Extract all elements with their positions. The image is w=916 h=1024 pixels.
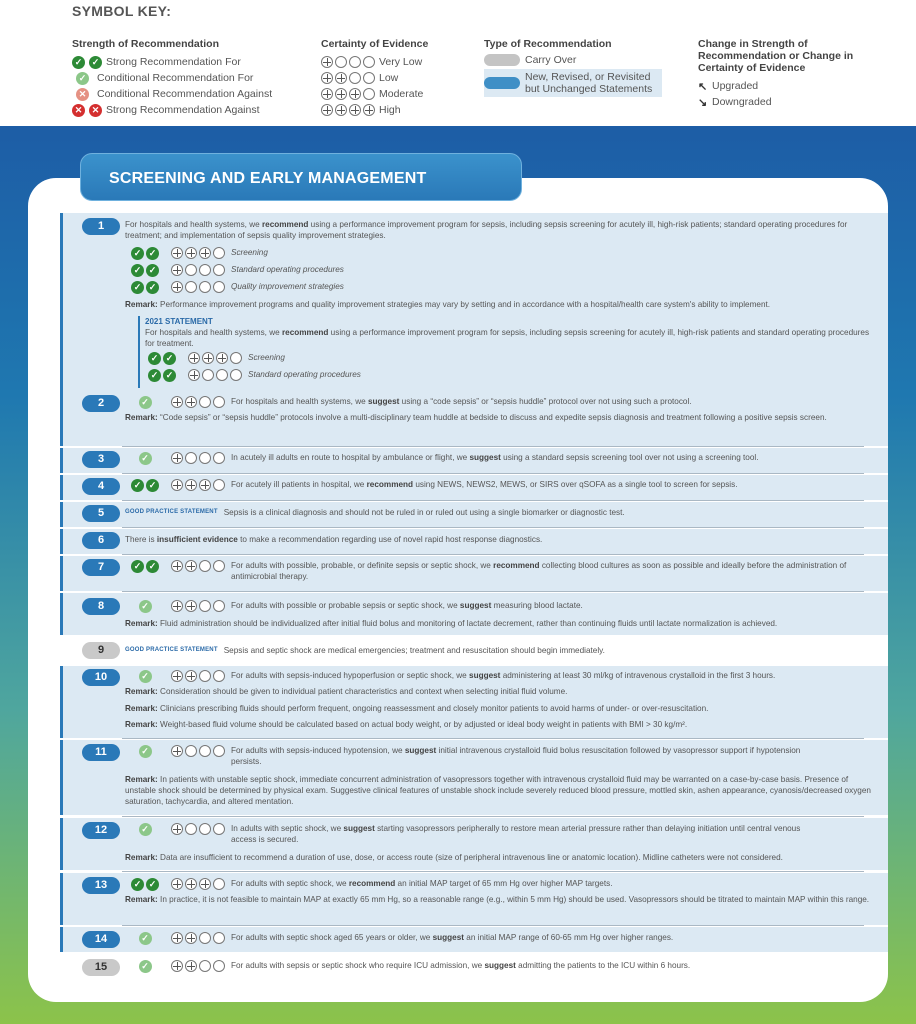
sop-label: Standard operating procedures (248, 370, 361, 379)
certainty-circle-icon (349, 56, 361, 68)
recommendation-13 (60, 873, 888, 925)
divider (122, 527, 864, 528)
certainty-circle-icon (188, 369, 200, 381)
certainty-circle-icon (185, 745, 197, 757)
certainty-icons (188, 369, 242, 381)
recommendation-2 (60, 392, 888, 446)
certainty-circle-icon (185, 452, 197, 464)
certainty-heading: Certainty of Evidence (321, 38, 429, 50)
certainty-circle-icon (171, 878, 183, 890)
certainty-icons (171, 932, 225, 944)
certainty-icons (171, 247, 225, 259)
certainty-circle-icon (335, 72, 347, 84)
certainty-circle-icon (199, 600, 211, 612)
low-label: Low (379, 72, 399, 84)
certainty-circle-icon (202, 352, 214, 364)
recommendations-card (28, 178, 888, 1002)
check-icon: ✓ (146, 560, 159, 573)
check-icon: ✓ (146, 264, 159, 277)
certainty-circle-icon (321, 104, 333, 116)
screening-label: Screening (248, 353, 285, 362)
remark: Remark: Performance improvement programs and quality improvement strategies may vary by setting and in accordance with a hospital/health care system's ability to implement. (125, 300, 771, 309)
certainty-circle-icon (185, 932, 197, 944)
recommendation-text: Sepsis and septic shock are medical emergencies; treatment and resuscitation should begin immediately. (223, 646, 605, 655)
recommendation-number: 2 (82, 395, 120, 412)
x-icon: ✕ (89, 104, 102, 117)
certainty-circle-icon (199, 960, 211, 972)
certainty-circle-icon (199, 396, 211, 408)
certainty-icons (171, 745, 225, 757)
remark: Remark: Fluid administration should be individualized after initial fluid bolus and monitoring of lactate decrement, rather than continuing fluids until lactate normalization is achieved. (125, 619, 778, 628)
recommendation-15 (60, 956, 888, 981)
certainty-circle-icon (363, 104, 375, 116)
certainty-icons (171, 560, 225, 572)
certainty-circle-icon (188, 352, 200, 364)
certainty-circle-icon (185, 396, 197, 408)
check-icon: ✓ (76, 72, 89, 85)
certainty-icons (171, 960, 225, 972)
certainty-key (321, 38, 461, 118)
check-icon: ✓ (131, 878, 144, 891)
certainty-circle-icon (171, 560, 183, 572)
certainty-circle-icon (335, 104, 347, 116)
check-icon: ✓ (131, 281, 144, 294)
recommendation-number: 9 (82, 642, 120, 659)
certainty-circle-icon (171, 670, 183, 682)
recommendation-text: There is insufficient evidence to make a recommendation regarding use of novel rapid host response diagnostics. (125, 535, 543, 544)
recommendation-4 (60, 475, 888, 500)
strong-for-label: Strong Recommendation For (106, 56, 241, 68)
certainty-circle-icon (213, 960, 225, 972)
certainty-circle-icon (171, 479, 183, 491)
conditional-for-label: Conditional Recommendation For (97, 72, 254, 84)
divider (122, 591, 864, 592)
recommendation-12 (60, 818, 888, 870)
carry-over-pill (484, 54, 520, 66)
certainty-circle-icon (321, 56, 333, 68)
very-low-label: Very Low (379, 56, 423, 68)
strength-key (72, 38, 312, 118)
check-icon: ✓ (139, 960, 152, 973)
conditional-against-label: Conditional Recommendation Against (97, 88, 273, 100)
divider (122, 871, 864, 872)
check-icon: ✓ (139, 452, 152, 465)
certainty-circle-icon (213, 560, 225, 572)
certainty-circle-icon (199, 745, 211, 757)
certainty-circle-icon (363, 72, 375, 84)
recommendation-text: For adults with sepsis-induced hypotension, we suggest initial intravenous crystalloid fluid bolus resuscitation followed by vasopressor support if hypotension persists. (231, 746, 801, 766)
certainty-icons (321, 88, 375, 100)
divider (122, 500, 864, 501)
certainty-circle-icon (363, 56, 375, 68)
certainty-circle-icon (321, 72, 333, 84)
change-key (698, 38, 878, 110)
certainty-circle-icon (199, 452, 211, 464)
remark: Remark: “Code sepsis” or “sepsis huddle” protocols involve a multi-disciplinary team huddle at bedside to discuss and expedite sepsis diagnosis and treatment following a positive sepsis screen. (125, 413, 827, 422)
check-icon: ✓ (139, 823, 152, 836)
certainty-circle-icon (171, 823, 183, 835)
certainty-circle-icon (202, 369, 214, 381)
check-icon: ✓ (89, 56, 102, 69)
certainty-circle-icon (349, 104, 361, 116)
statement-title: 2021 STATEMENT (145, 317, 213, 326)
check-icon: ✓ (131, 247, 144, 260)
x-icon: ✕ (72, 104, 85, 117)
recommendation-number: 4 (82, 478, 120, 495)
certainty-circle-icon (213, 932, 225, 944)
check-icon: ✓ (146, 247, 159, 260)
recommendation-text: For hospitals and health systems, we recommend using a performance improvement program for sepsis, including sepsis screening for acutely ill, high-risk patients; standard operating procedures for treatment; and implementation of sepsis quality improvement strategies. (125, 220, 848, 240)
downgraded-label: Downgraded (712, 96, 772, 108)
recommendation-number: 10 (82, 669, 120, 686)
sop-label: Standard operating procedures (231, 265, 344, 274)
certainty-circle-icon (171, 247, 183, 259)
certainty-circle-icon (213, 452, 225, 464)
certainty-circle-icon (213, 281, 225, 293)
statement-2021 (138, 316, 878, 388)
upgraded-label: Upgraded (712, 80, 759, 92)
recommendation-11 (60, 740, 888, 815)
new-label: New, Revised, or Revisited but Unchanged Statements (525, 71, 653, 95)
remark: Remark: Clinicians prescribing fluids should perform frequent, ongoing reassessment and closely monitor patients to avoid harms of under- or over-resuscitation. (125, 704, 709, 713)
certainty-circle-icon (171, 600, 183, 612)
certainty-circle-icon (349, 72, 361, 84)
certainty-circle-icon (185, 670, 197, 682)
certainty-circle-icon (185, 960, 197, 972)
divider (122, 473, 864, 474)
arrow-upleft-icon: ↖ (698, 80, 708, 93)
recommendation-9 (60, 640, 888, 662)
good-practice-label: GOOD PRACTICE STATEMENT (125, 647, 218, 653)
arrow-downright-icon: ↘ (698, 96, 708, 109)
certainty-circle-icon (185, 823, 197, 835)
certainty-circle-icon (363, 88, 375, 100)
certainty-circle-icon (185, 264, 197, 276)
certainty-circle-icon (216, 369, 228, 381)
certainty-circle-icon (199, 264, 211, 276)
recommendation-3 (60, 448, 888, 473)
certainty-icons (171, 396, 225, 408)
recommendation-number: 15 (82, 959, 120, 976)
certainty-circle-icon (213, 600, 225, 612)
certainty-circle-icon (335, 88, 347, 100)
recommendation-number: 13 (82, 877, 120, 894)
remark: Remark: Data are insufficient to recommend a duration of use, dose, or access route (size of peripheral intravenous line or anatomic location). Midline catheters were not considered. (125, 853, 783, 862)
change-heading: Change in Strength of Recommendation or Change in Certainty of Evidence (698, 38, 854, 74)
certainty-circle-icon (335, 56, 347, 68)
certainty-circle-icon (230, 352, 242, 364)
certainty-circle-icon (213, 396, 225, 408)
certainty-circle-icon (171, 396, 183, 408)
check-icon: ✓ (146, 878, 159, 891)
type-key (484, 38, 674, 97)
recommendation-number: 1 (82, 218, 120, 235)
recommendation-14 (60, 927, 888, 952)
check-icon: ✓ (163, 369, 176, 382)
certainty-icons (321, 72, 375, 84)
certainty-circle-icon (216, 352, 228, 364)
certainty-circle-icon (213, 878, 225, 890)
recommendation-text: For adults with septic shock aged 65 years or older, we suggest an initial MAP range of 60-65 mm Hg over higher ranges. (231, 933, 674, 942)
certainty-circle-icon (185, 247, 197, 259)
recommendation-number: 12 (82, 822, 120, 839)
new-pill (484, 77, 520, 89)
certainty-circle-icon (199, 878, 211, 890)
x-icon: ✕ (76, 88, 89, 101)
high-label: High (379, 104, 401, 116)
certainty-circle-icon (185, 281, 197, 293)
recommendation-number: 11 (82, 744, 120, 761)
certainty-circle-icon (230, 369, 242, 381)
check-icon: ✓ (139, 600, 152, 613)
divider (122, 554, 864, 555)
remark: Remark: Weight-based fluid volume should be calculated based on actual body weight, or by adjusted or ideal body weight in patients with BMI > 30 kg/m². (125, 720, 688, 729)
screening-label: Screening (231, 248, 268, 257)
statement-text: For hospitals and health systems, we recommend using a performance improvement program for sepsis, including sepsis screening for acutely ill, high-risk patients and standard operating procedures for treatment. (145, 328, 870, 348)
certainty-icons (188, 352, 242, 364)
section-title: SCREENING AND EARLY MANAGEMENT (80, 153, 522, 201)
certainty-icons (321, 104, 375, 116)
symbol-key (0, 0, 916, 126)
recommendation-text: For adults with septic shock, we recommend an initial MAP target of 65 mm Hg over higher MAP targets. (231, 879, 613, 888)
recommendation-number: 8 (82, 598, 120, 615)
check-icon: ✓ (131, 479, 144, 492)
recommendation-text: For hospitals and health systems, we suggest using a “code sepsis” or “sepsis huddle” protocol over not using such a protocol. (231, 397, 692, 406)
check-icon: ✓ (139, 670, 152, 683)
check-icon: ✓ (148, 352, 161, 365)
check-icon: ✓ (148, 369, 161, 382)
strong-against-label: Strong Recommendation Against (106, 104, 260, 116)
moderate-label: Moderate (379, 88, 424, 100)
divider (122, 816, 864, 817)
recommendation-text: Sepsis is a clinical diagnosis and should not be ruled in or ruled out using a single biomarker or diagnostic test. (223, 508, 625, 517)
check-icon: ✓ (139, 932, 152, 945)
certainty-circle-icon (171, 452, 183, 464)
certainty-circle-icon (213, 479, 225, 491)
certainty-circle-icon (171, 932, 183, 944)
certainty-icons (321, 56, 375, 68)
check-icon: ✓ (146, 479, 159, 492)
certainty-circle-icon (213, 264, 225, 276)
recommendation-number: 14 (82, 931, 120, 948)
certainty-circle-icon (213, 745, 225, 757)
recommendation-text: For adults with possible or probable sepsis or septic shock, we suggest measuring blood lactate. (231, 601, 583, 610)
qi-label: Quality improvement strategies (231, 282, 344, 291)
divider (122, 446, 864, 447)
recommendation-text: In adults with septic shock, we suggest starting vasopressors peripherally to restore mean arterial pressure rather than delaying initiation until central venous access is secured. (231, 824, 801, 844)
certainty-circle-icon (199, 479, 211, 491)
recommendation-number: 6 (82, 532, 120, 549)
check-icon: ✓ (139, 396, 152, 409)
recommendation-text: For adults with sepsis-induced hypoperfusion or septic shock, we suggest administering at least 30 ml/kg of intravenous crystalloid in the first 3 hours. (231, 671, 776, 680)
certainty-icons (171, 600, 225, 612)
divider (122, 738, 864, 739)
recommendation-text: For adults with possible, probable, or definite sepsis or septic shock, we recommend collecting blood cultures as soon as possible and ideally before the administration of antimicrobial therapy. (231, 561, 847, 581)
recommendation-number: 7 (82, 559, 120, 576)
certainty-circle-icon (199, 281, 211, 293)
certainty-circle-icon (171, 745, 183, 757)
recommendation-7 (60, 556, 888, 591)
recommendation-1 (60, 213, 888, 421)
certainty-circle-icon (185, 878, 197, 890)
recommendation-number: 5 (82, 505, 120, 522)
certainty-circle-icon (349, 88, 361, 100)
certainty-circle-icon (185, 560, 197, 572)
certainty-circle-icon (185, 479, 197, 491)
recommendation-text: For adults with sepsis or septic shock who require ICU admission, we suggest admitting the patients to the ICU within 6 hours. (231, 961, 691, 970)
certainty-circle-icon (199, 823, 211, 835)
certainty-circle-icon (199, 932, 211, 944)
certainty-circle-icon (321, 88, 333, 100)
divider (122, 925, 864, 926)
recommendation-text: For acutely ill patients in hospital, we recommend using NEWS, NEWS2, MEWS, or SIRS over qSOFA as a single tool to screen for sepsis. (231, 480, 738, 489)
check-icon: ✓ (131, 560, 144, 573)
recommendation-5 (60, 502, 888, 527)
certainty-circle-icon (213, 247, 225, 259)
certainty-circle-icon (199, 247, 211, 259)
carry-over-label: Carry Over (525, 54, 577, 66)
certainty-icons (171, 670, 225, 682)
symbol-key-title: SYMBOL KEY: (72, 3, 172, 19)
recommendation-text: In acutely ill adults en route to hospital by ambulance or flight, we suggest using a standard sepsis screening tool over not using a screening tool. (231, 453, 759, 462)
remark: Remark: In practice, it is not feasible to maintain MAP at exactly 65 mm Hg, so a reasonable range (e.g., within 5 mm Hg) should be used. Vasopressors should be titrated to maintain MAP within this range. (125, 895, 870, 904)
check-icon: ✓ (163, 352, 176, 365)
good-practice-label: GOOD PRACTICE STATEMENT (125, 509, 218, 515)
certainty-icons (171, 479, 225, 491)
certainty-circle-icon (199, 560, 211, 572)
check-icon: ✓ (146, 281, 159, 294)
certainty-icons (171, 264, 225, 276)
strength-heading: Strength of Recommendation (72, 38, 220, 50)
certainty-icons (171, 452, 225, 464)
remark: Remark: In patients with unstable septic shock, immediate concurrent administration of vasopressors together with intravenous crystalloid fluid may be warranted on a case-by-case basis. Presence of unstable shock should be determined by physical exam. Suggestive clinical features of unstable shock include severely reduced blood pressure, mottled skin, ashen appearance, cyanosis/decreased oxygen saturation, tachycardia, and altered mentation. (125, 775, 871, 806)
certainty-circle-icon (213, 670, 225, 682)
certainty-circle-icon (213, 823, 225, 835)
certainty-circle-icon (171, 960, 183, 972)
certainty-circle-icon (171, 281, 183, 293)
check-icon: ✓ (139, 745, 152, 758)
remark: Remark: Consideration should be given to individual patient characteristics and context when selecting initial fluid volume. (125, 687, 568, 696)
certainty-icons (171, 281, 225, 293)
recommendation-6 (60, 529, 888, 554)
certainty-circle-icon (185, 600, 197, 612)
recommendation-10 (60, 666, 888, 738)
type-heading: Type of Recommendation (484, 38, 612, 50)
certainty-circle-icon (171, 264, 183, 276)
check-icon: ✓ (131, 264, 144, 277)
certainty-icons (171, 878, 225, 890)
check-icon: ✓ (72, 56, 85, 69)
certainty-icons (171, 823, 225, 835)
recommendation-8 (60, 593, 888, 635)
certainty-circle-icon (199, 670, 211, 682)
recommendation-number: 3 (82, 451, 120, 468)
